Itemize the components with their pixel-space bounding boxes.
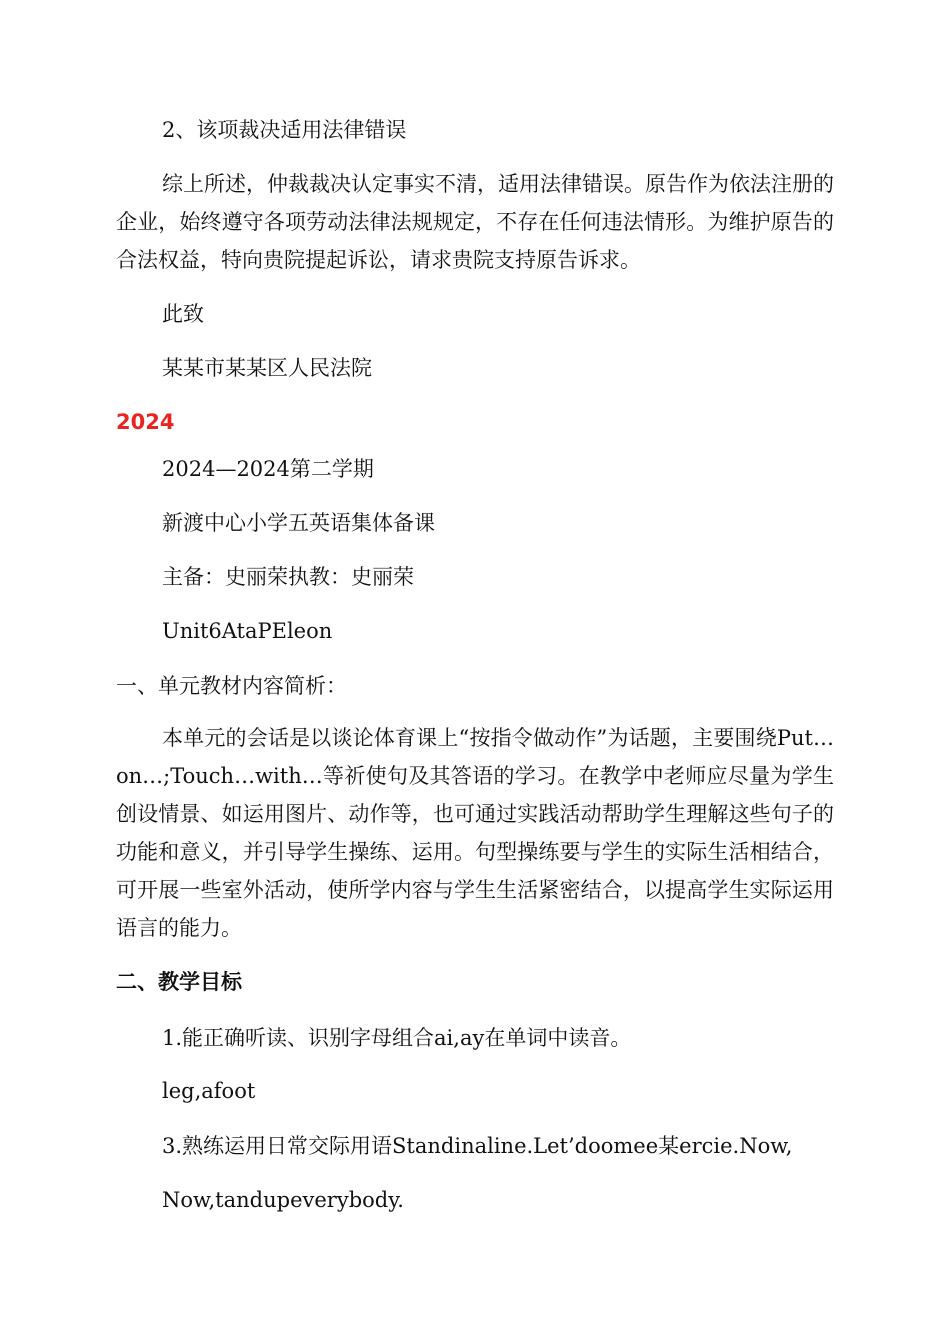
- line-goal-2-words: leg,afoot: [162, 1079, 256, 1103]
- section-heading-teaching-goals: 二、教学目标: [116, 970, 242, 994]
- line-court-name: 某某市某某区人民法院: [162, 356, 372, 380]
- paragraph-unit-analysis: 本单元的会话是以谈论体育课上“按指令做动作”为话题，主要围绕Put…on…;Touch…with…等祈使句及其答语的学习。在教学中老师应尽量为学生创设情景、如运用图片、动作等，也可通过实践活动帮助学生理解这些句子的功能和意义，并引导学生操练、运用。句型操练要与学生的实际生活相结合，可开展一些室外活动，使所学内容与学生生活紧密结合，以提高学生实际运用语言的能力。: [116, 726, 834, 940]
- line-teachers: 主备：史丽荣执教：史丽荣: [162, 565, 414, 589]
- line-goal-3: 3.熟练运用日常交际用语Standinaline.Let’doomee某ercie.Now,: [162, 1134, 793, 1158]
- line-salutation: 此致: [162, 302, 204, 326]
- section-heading-content-analysis: 一、单元教材内容简析：: [116, 674, 347, 698]
- red-year-heading: 2024: [116, 410, 175, 434]
- line-goal-3-continued: Now,tandupeverybody.: [162, 1188, 404, 1212]
- line-semester: 2024—2024第二学期: [162, 457, 374, 481]
- line-unit-title: Unit6AtaPEleon: [162, 619, 333, 643]
- line-judgement-error: 2、该项裁决适用法律错误: [162, 118, 407, 142]
- line-school-lesson-prep: 新渡中心小学五英语集体备课: [162, 511, 435, 535]
- line-goal-1: 1.能正确听读、识别字母组合ai,ay在单词中读音。: [162, 1026, 632, 1050]
- paragraph-conclusion: 综上所述，仲裁裁决认定事实不清，适用法律错误。原告作为依法注册的企业，始终遵守各项劳动法律法规规定，不存在任何违法情形。为维护原告的合法权益，特向贵院提起诉讼，请求贵院支持原告诉求。: [116, 172, 834, 272]
